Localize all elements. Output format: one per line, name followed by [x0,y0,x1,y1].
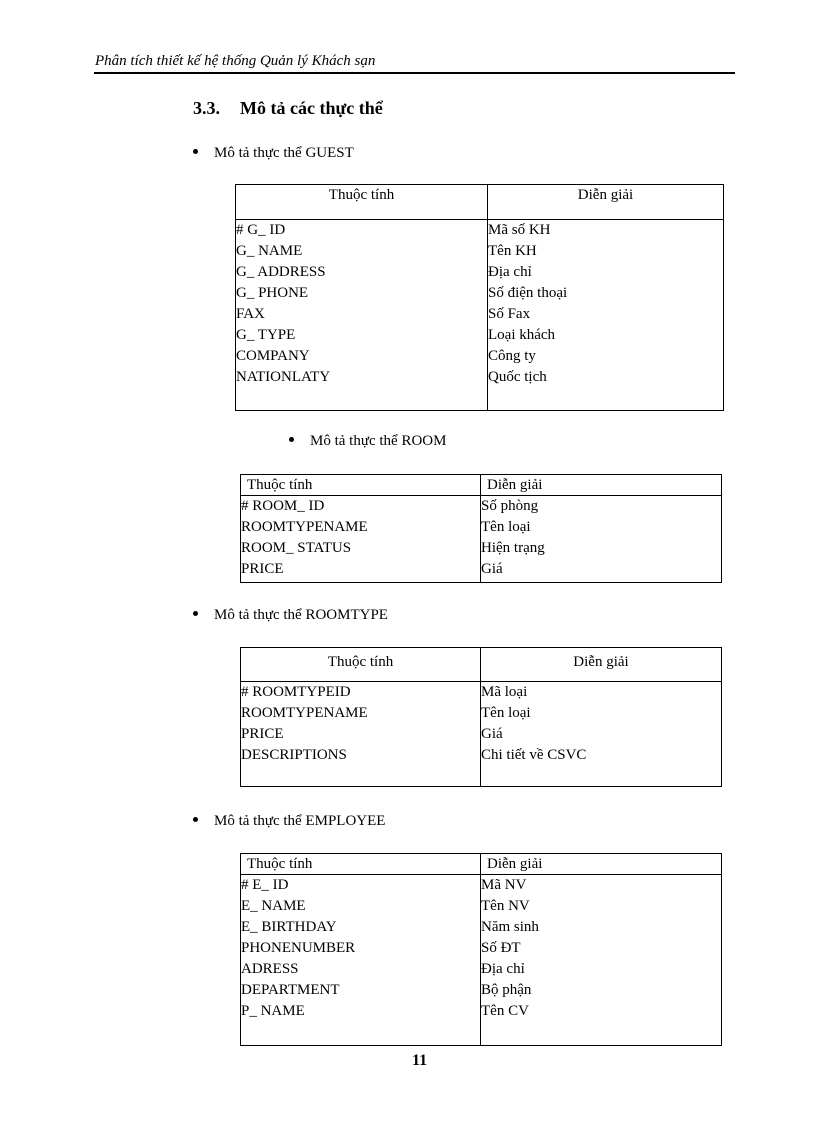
employee-desc-cell [481,875,722,1046]
guest-desc: Tên KH [488,243,537,259]
employee-desc: Tên CV [481,1003,529,1019]
employee-header-attr: Thuộc tính [241,854,481,875]
roomtype-desc: Chi tiết về CSVC [481,747,587,763]
room-header-attr: Thuộc tính [241,475,481,496]
employee-attr-cell [241,875,481,1046]
bullet-roomtype [193,607,388,624]
bullet-employee [193,813,385,830]
guest-desc: Địa chỉ [488,264,532,280]
roomtype-table [240,647,722,787]
header-divider [94,72,735,74]
guest-attr-cell [236,220,488,411]
roomtype-desc-cell [481,682,722,787]
bullet-roomtype-text: Mô tả thực thể ROOMTYPE [214,607,388,623]
room-desc: Số phòng [481,498,539,514]
room-attr: PRICE [241,561,284,577]
roomtype-desc: Giá [481,726,503,742]
employee-desc: Bộ phận [481,982,532,998]
guest-attr: COMPANY [236,348,310,364]
roomtype-attr: # ROOMTYPEID [241,684,351,700]
employee-desc: Năm sinh [481,919,539,935]
page-number: 11 [412,1052,428,1069]
roomtype-header-desc: Diễn giải [481,648,722,682]
guest-table [235,184,724,411]
guest-attr: # G_ ID [236,222,286,238]
bullet-room [289,433,446,450]
employee-header-desc: Diễn giải [481,854,722,875]
employee-desc: Mã NV [481,877,527,893]
employee-attr: P_ NAME [241,1003,305,1019]
employee-attr: PHONENUMBER [241,940,356,956]
employee-attr: E_ NAME [241,898,306,914]
guest-desc: Quốc tịch [488,369,547,385]
room-attr: # ROOM_ ID [241,498,325,514]
employee-desc: Địa chỉ [481,961,525,977]
bullet-dot-icon [193,149,198,154]
guest-desc: Công ty [488,348,536,364]
bullet-guest [193,145,354,162]
guest-header-desc: Diễn giải [488,185,724,220]
bullet-dot-icon [193,611,198,616]
guest-attr: FAX [236,306,265,322]
roomtype-attr: DESCRIPTIONS [241,747,347,763]
section-heading [193,98,383,119]
room-desc: Tên loại [481,519,531,535]
room-desc: Hiện trạng [481,540,545,556]
room-header-desc: Diễn giải [481,475,722,496]
guest-attr: G_ NAME [236,243,303,259]
guest-attr: G_ TYPE [236,327,296,343]
employee-attr: E_ BIRTHDAY [241,919,337,935]
room-attr-cell [241,496,481,583]
employee-desc: Tên NV [481,898,530,914]
bullet-room-text: Mô tả thực thể ROOM [310,433,447,449]
guest-desc: Loại khách [488,327,556,343]
guest-attr: NATIONLATY [236,369,331,385]
roomtype-attr: PRICE [241,726,284,742]
employee-attr: # E_ ID [241,877,289,893]
running-header: Phân tích thiết kế hệ thống Quản lý Khách sạn [95,53,376,69]
bullet-employee-text: Mô tả thực thể EMPLOYEE [214,813,386,829]
room-attr: ROOM_ STATUS [241,540,352,556]
guest-desc: Số điện thoại [488,285,568,301]
employee-desc: Số ĐT [481,940,521,956]
roomtype-header-attr: Thuộc tính [241,648,481,682]
roomtype-desc: Tên loại [481,705,531,721]
guest-attr: G_ PHONE [236,285,309,301]
guest-attr: G_ ADDRESS [236,264,326,280]
guest-desc-cell [488,220,724,411]
section-title: Mô tả các thực thể [240,98,383,118]
employee-attr: ADRESS [241,961,299,977]
guest-header-attr: Thuộc tính [236,185,488,220]
room-table [240,474,722,583]
roomtype-desc: Mã loại [481,684,528,700]
roomtype-attr: ROOMTYPENAME [241,705,368,721]
bullet-dot-icon [193,817,198,822]
roomtype-attr-cell [241,682,481,787]
employee-table [240,853,722,1046]
room-desc: Giá [481,561,503,577]
bullet-dot-icon [289,437,294,442]
section-number: 3.3. [193,98,220,118]
room-desc-cell [481,496,722,583]
room-attr: ROOMTYPENAME [241,519,368,535]
employee-attr: DEPARTMENT [241,982,340,998]
guest-desc: Số Fax [488,306,531,322]
bullet-guest-text: Mô tả thực thể GUEST [214,145,354,161]
guest-desc: Mã số KH [488,222,551,238]
